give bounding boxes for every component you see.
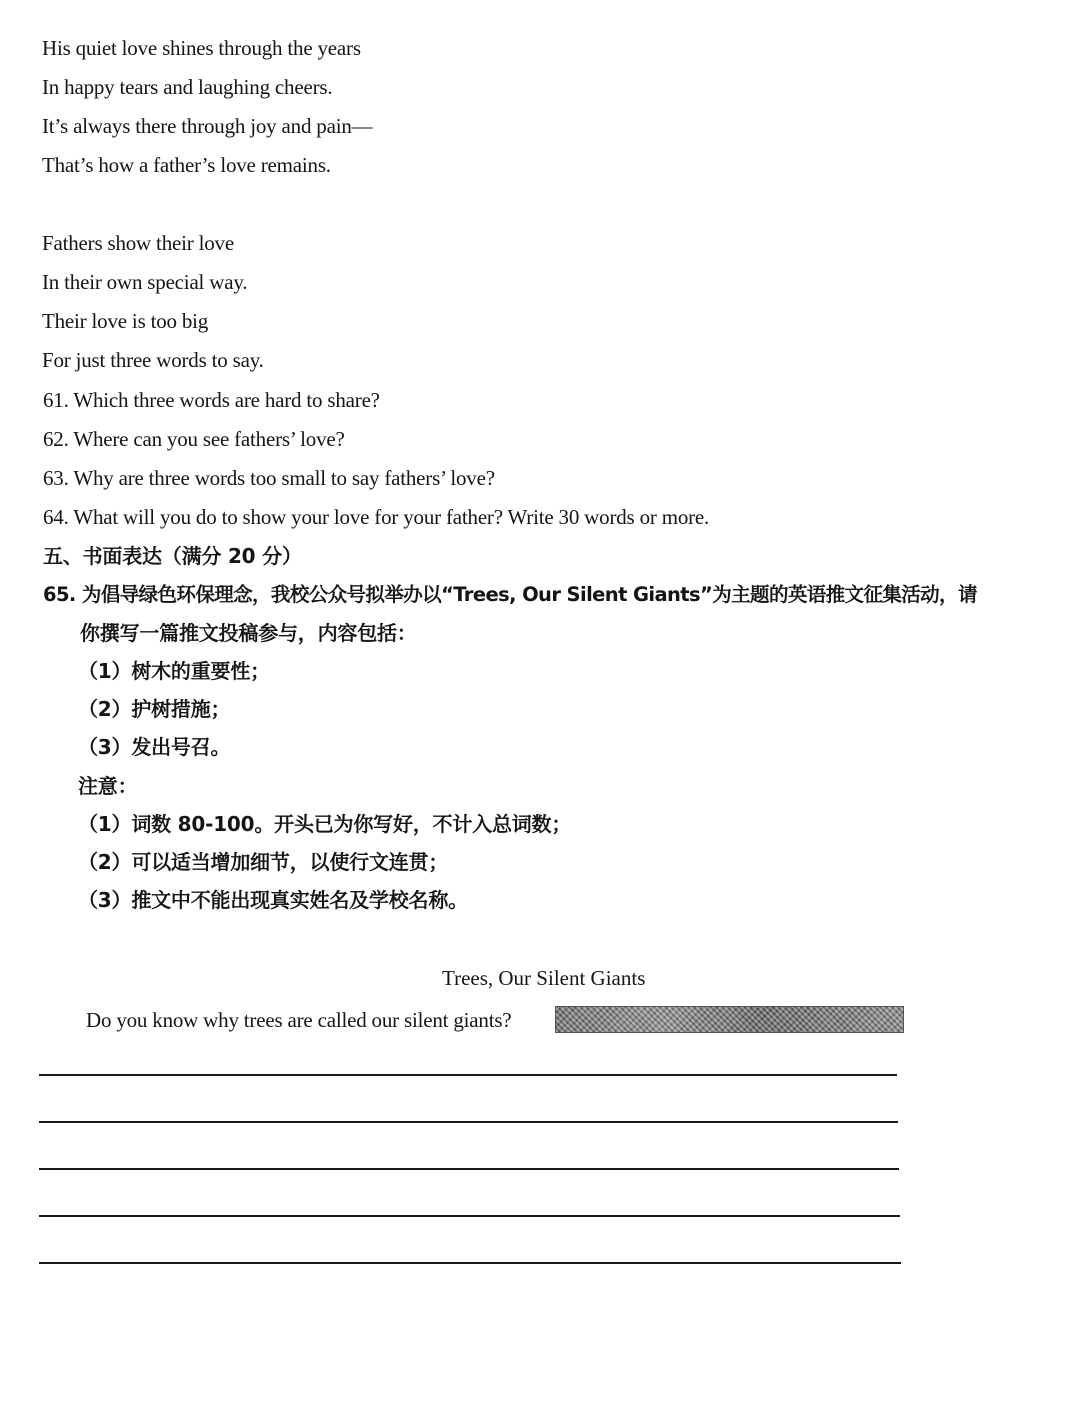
- redaction-block: [555, 1006, 904, 1033]
- question-64: 64. What will you do to show your love for your father? Write 30 words or more.: [43, 505, 710, 529]
- notes-label: 注意：: [78, 774, 138, 798]
- question-62: 62. Where can you see fathers’ love?: [43, 427, 345, 451]
- poem-line: In their own special way.: [42, 270, 248, 294]
- poem-line: His quiet love shines through the years: [42, 36, 361, 60]
- writing-line: [39, 1168, 899, 1170]
- prompt-line: 你撰写一篇推文投稿参与，内容包括：: [80, 621, 417, 645]
- poem-line: In happy tears and laughing cheers.: [42, 75, 333, 99]
- question-61: 61. Which three words are hard to share?: [43, 388, 380, 412]
- note-item: （1）词数 80-100。开头已为你写好，不计入总词数；: [78, 812, 572, 836]
- poem-line: For just three words to say.: [42, 348, 264, 372]
- writing-line: [39, 1121, 898, 1123]
- writing-line: [39, 1215, 900, 1217]
- poem-line: Fathers show their love: [42, 231, 234, 255]
- poem-line: That’s how a father’s love remains.: [42, 153, 331, 177]
- essay-opening: Do you know why trees are called our silent giants?: [86, 1008, 512, 1032]
- poem-line: Their love is too big: [42, 309, 209, 333]
- writing-line: [39, 1074, 897, 1076]
- content-point: （1）树木的重要性；: [78, 659, 270, 683]
- essay-title: Trees, Our Silent Giants: [442, 966, 646, 990]
- note-item: （2）可以适当增加细节，以使行文连贯；: [78, 850, 449, 874]
- section-heading: 五、书面表达（满分 20 分）: [43, 544, 302, 568]
- writing-line: [39, 1262, 901, 1264]
- poem-line: It’s always there through joy and pain—: [42, 114, 373, 138]
- content-point: （2）护树措施；: [78, 697, 231, 721]
- content-point: （3）发出号召。: [78, 735, 231, 759]
- note-item: （3）推文中不能出现真实姓名及学校名称。: [78, 888, 468, 912]
- question-63: 63. Why are three words too small to say fathers’ love?: [43, 466, 495, 490]
- prompt-line: 65. 为倡导绿色环保理念，我校公众号拟举办以“Trees, Our Silent Giants”为主题的英语推文征集活动，请: [43, 583, 977, 606]
